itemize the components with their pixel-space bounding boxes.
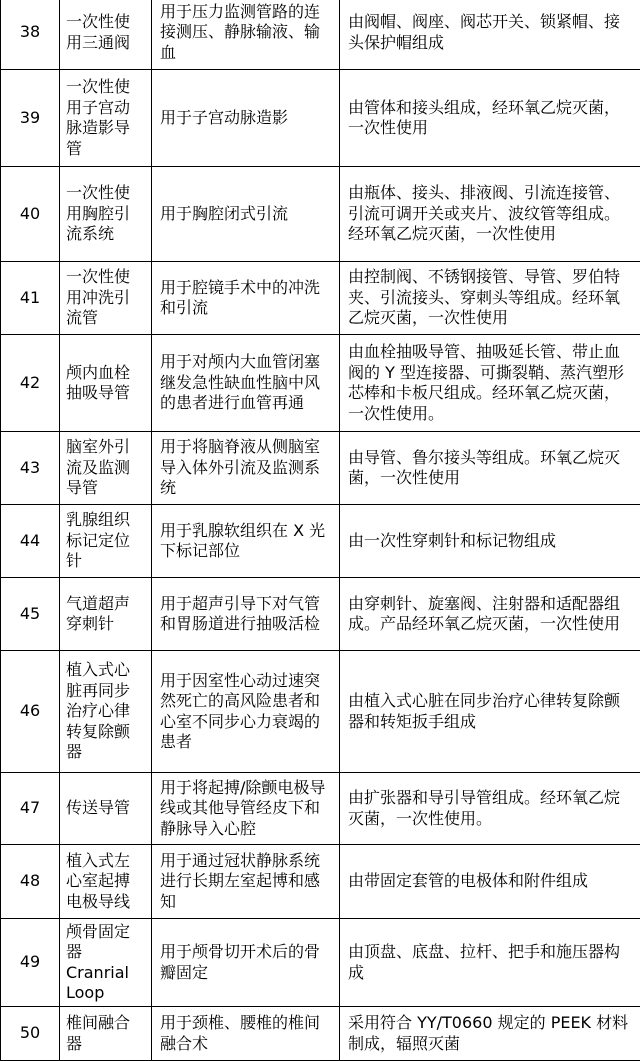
device-name-cell: 一次性使用三通阀 bbox=[60, 0, 152, 70]
table-row bbox=[1, 505, 640, 578]
intended-use-cell: 用于将起搏/除颤电极导线或其他导管经皮下和静脉导入心腔 bbox=[152, 773, 340, 845]
table-row bbox=[1, 167, 640, 262]
row-number-cell: 50 bbox=[1, 1007, 60, 1061]
table-row bbox=[1, 432, 640, 505]
row-number-cell: 43 bbox=[1, 432, 60, 505]
device-name-cell: 一次性使用子宫动脉造影导管 bbox=[60, 70, 152, 167]
device-name-cell: 椎间融合器 bbox=[60, 1007, 152, 1061]
table-row bbox=[1, 70, 640, 167]
intended-use-cell: 用于对颅内大血管闭塞继发急性缺血性脑中风的患者进行血管再通 bbox=[152, 335, 340, 432]
row-number-cell: 46 bbox=[1, 651, 60, 773]
intended-use-cell: 用于将脑脊液从侧脑室导入体外引流及监测系统 bbox=[152, 432, 340, 505]
table-row bbox=[1, 578, 640, 651]
composition-cell: 由植入式心脏在同步治疗心律转复除颤器和转矩扳手组成 bbox=[340, 651, 640, 773]
intended-use-cell: 用于超声引导下对气管和胃肠道进行抽吸活检 bbox=[152, 578, 340, 651]
row-number-cell: 38 bbox=[1, 0, 60, 70]
intended-use-cell: 用于通过冠状静脉系统进行长期左室起博和感知 bbox=[152, 845, 340, 919]
row-number-cell: 41 bbox=[1, 262, 60, 335]
row-number-cell: 49 bbox=[1, 919, 60, 1007]
row-number-cell: 44 bbox=[1, 505, 60, 578]
composition-cell: 由带固定套管的电极体和附件组成 bbox=[340, 845, 640, 919]
device-name-cell: 气道超声穿刺针 bbox=[60, 578, 152, 651]
table-row bbox=[1, 262, 640, 335]
device-name-cell: 植入式心脏再同步治疗心律转复除颤器 bbox=[60, 651, 152, 773]
table-row bbox=[1, 919, 640, 1007]
intended-use-cell: 用于子宫动脉造影 bbox=[152, 70, 340, 167]
composition-cell: 由控制阀、不锈钢接管、导管、罗伯特夹、引流接头、穿刺头等组成。经环氧乙烷灭菌，一次性使用 bbox=[340, 262, 640, 335]
composition-cell: 由瓶体、接头、排液阀、引流连接管、引流可调开关或夹片、波纹管等组成。经环氧乙烷灭菌，一次性使用 bbox=[340, 167, 640, 262]
intended-use-cell: 用于因室性心动过速突然死亡的高风险患者和心室不同步心力衰竭的患者 bbox=[152, 651, 340, 773]
device-name-cell: 脑室外引流及监测导管 bbox=[60, 432, 152, 505]
composition-cell: 由一次性穿刺针和标记物组成 bbox=[340, 505, 640, 578]
composition-cell: 采用符合 YY/T0660 规定的 PEEK 材料制成，辐照灭菌 bbox=[340, 1007, 640, 1061]
row-number-cell: 42 bbox=[1, 335, 60, 432]
intended-use-cell: 用于颈椎、腰椎的椎间融合术 bbox=[152, 1007, 340, 1061]
table-row bbox=[1, 1007, 640, 1061]
composition-cell: 由管体和接头组成，经环氧乙烷灭菌，一次性使用 bbox=[340, 70, 640, 167]
device-name-cell: 乳腺组织标记定位针 bbox=[60, 505, 152, 578]
composition-cell: 由血栓抽吸导管、抽吸延长管、带止血阀的 Y 型连接器、可撕裂鞘、蒸汽塑形芯棒和卡板尺组成。经环氧乙烷灭菌，一次性使用。 bbox=[340, 335, 640, 432]
composition-cell: 由导管、鲁尔接头等组成。环氧乙烷灭菌，一次性使用 bbox=[340, 432, 640, 505]
device-name-cell: 颅内血栓抽吸导管 bbox=[60, 335, 152, 432]
device-name-cell: 一次性使用胸腔引流系统 bbox=[60, 167, 152, 262]
intended-use-cell: 用于乳腺软组织在 X 光下标记部位 bbox=[152, 505, 340, 578]
table-row bbox=[1, 773, 640, 845]
intended-use-cell: 用于压力监测管路的连接测压、静脉输液、输血 bbox=[152, 0, 340, 70]
table-row bbox=[1, 651, 640, 773]
device-name-cell: 植入式左心室起搏电极导线 bbox=[60, 845, 152, 919]
composition-cell: 由穿刺针、旋塞阀、注射器和适配器组成。产品经环氧乙烷灭菌，一次性使用 bbox=[340, 578, 640, 651]
row-number-cell: 48 bbox=[1, 845, 60, 919]
table-row bbox=[1, 0, 640, 70]
row-number-cell: 40 bbox=[1, 167, 60, 262]
intended-use-cell: 用于胸腔闭式引流 bbox=[152, 167, 340, 262]
composition-cell: 由顶盘、底盘、拉杆、把手和施压器构成 bbox=[340, 919, 640, 1007]
device-name-cell: 传送导管 bbox=[60, 773, 152, 845]
table-row bbox=[1, 335, 640, 432]
composition-cell: 由扩张器和导引导管组成。经环氧乙烷灭菌，一次性使用。 bbox=[340, 773, 640, 845]
device-name-cell: 颅骨固定器 Cranrial Loop bbox=[60, 919, 152, 1007]
composition-cell: 由阀帽、阀座、阀芯开关、锁紧帽、接头保护帽组成 bbox=[340, 0, 640, 70]
intended-use-cell: 用于腔镜手术中的冲洗和引流 bbox=[152, 262, 340, 335]
table-row bbox=[1, 845, 640, 919]
device-name-cell: 一次性使用冲洗引流管 bbox=[60, 262, 152, 335]
device-table-body bbox=[1, 0, 640, 1061]
intended-use-cell: 用于颅骨切开术后的骨瓣固定 bbox=[152, 919, 340, 1007]
row-number-cell: 45 bbox=[1, 578, 60, 651]
row-number-cell: 39 bbox=[1, 70, 60, 167]
row-number-cell: 47 bbox=[1, 773, 60, 845]
